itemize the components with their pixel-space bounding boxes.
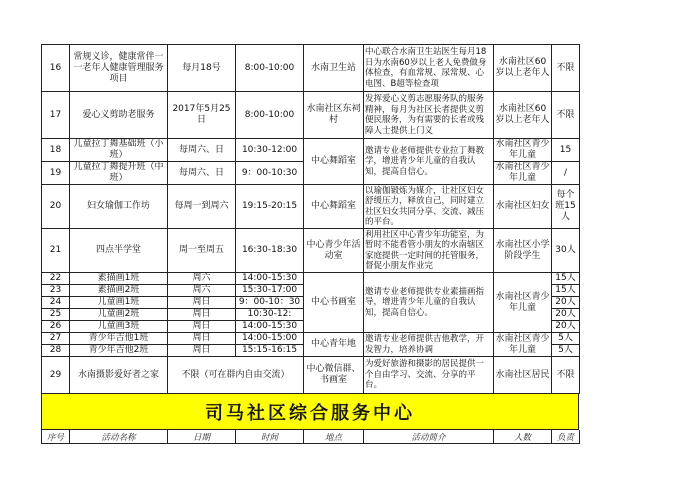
cell-target: 水南社区居民 (494, 357, 552, 394)
cell-name: 儿童拉丁舞提升班（中班） (70, 162, 168, 185)
cell-no: 24 (42, 297, 70, 309)
cell-desc: 为爱好旅游和摄影的居民提供一个自由学习、交流、分享的平台。 (364, 357, 494, 394)
cell-no: 27 (42, 333, 70, 345)
cell-desc: 邀请专业老师提供专业拉丁舞教学，增进青少年儿童的自我认知，提高自信心。 (364, 139, 494, 185)
cell-place: 水南社区东祠村 (304, 92, 364, 139)
cell-time: 15:15-16:15 (236, 345, 304, 357)
cell-name: 儿童拉丁舞基础班（小班） (70, 139, 168, 162)
cell-date: 周日 (168, 345, 236, 357)
cell-time: 14:00-15:30 (236, 321, 304, 333)
cell-desc: 利用社区中心青少年功能室，为暂时不能看管小朋友的水南辖区家庭提供一定时间的托管服务，督促小朋友作业完 (364, 229, 494, 273)
cell-date: 周日 (168, 321, 236, 333)
cell-name: 四点半学堂 (70, 229, 168, 273)
cell-time: 10:30-12: (236, 309, 304, 321)
spreadsheet (41, 44, 580, 444)
cell-place: 中心微信群、书画室 (304, 357, 364, 394)
cell-place: 中心青年地 (304, 333, 364, 357)
cell-place: 中心舞蹈室 (304, 185, 364, 229)
cell-date: 每周六、日 (168, 139, 236, 162)
cell-name: 儿童画3班 (70, 321, 168, 333)
header-desc: 活动简介 (364, 430, 494, 444)
cell-count: 5人 (552, 345, 580, 357)
cell-place: 中心青少年活动室 (304, 229, 364, 273)
table-row (42, 45, 580, 92)
table-row (42, 273, 580, 285)
cell-name: 爱心义剪助老服务 (70, 92, 168, 139)
cell-time: 9：00-10：30 (236, 297, 304, 309)
cell-desc: 邀请专业老师提供专业素描画指导，增进青少年儿童的自我认知，提高自信心。 (364, 273, 494, 333)
header-count: 人数 (494, 430, 552, 444)
cell-count: 15人 (552, 273, 580, 285)
cell-date: 周日 (168, 297, 236, 309)
cell-name: 水南摄影爱好者之家 (70, 357, 168, 394)
section-banner: 司马社区综合服务中心 (41, 394, 579, 430)
cell-count: 不限 (552, 357, 580, 394)
cell-date: 周六 (168, 273, 236, 285)
activity-table (41, 44, 580, 394)
cell-date: 周日 (168, 309, 236, 321)
table-row (42, 139, 580, 162)
cell-no: 25 (42, 309, 70, 321)
cell-count: 15 (552, 139, 580, 162)
cell-desc: 邀请专业老师提供吉他教学，开发智力，培养协调 (364, 333, 494, 357)
cell-time: 16:30-18:30 (236, 229, 304, 273)
cell-date: 周日 (168, 333, 236, 345)
cell-time: 19:15-20:15 (236, 185, 304, 229)
cell-no: 29 (42, 357, 70, 394)
cell-target: 水南社区青少年儿童 (495, 162, 550, 183)
cell-count: 不限 (552, 92, 580, 139)
cell-time: 14:00-15:30 (236, 273, 304, 285)
cell-time: 8:00-10:00 (236, 45, 304, 92)
cell-count: 30人 (552, 229, 580, 273)
table-row (42, 92, 580, 139)
cell-date: 每周六、日 (168, 162, 236, 185)
cell-name: 妇女瑜伽工作坊 (70, 185, 168, 229)
cell-date: 周一至周五 (168, 229, 236, 273)
cell-no: 17 (42, 92, 70, 139)
cell-target: 水南社区小学阶段学生 (494, 229, 552, 273)
cell-name: 儿童画2班 (70, 309, 168, 321)
cell-no: 26 (42, 321, 70, 333)
cell-name: 青少年吉他2班 (70, 345, 168, 357)
cell-place: 水南卫生站 (304, 45, 364, 92)
table-row (42, 333, 580, 345)
cell-time: 8:00-10:00 (236, 92, 304, 139)
header-time: 时间 (236, 430, 304, 444)
cell-target: 水南社区青少年儿童 (495, 139, 550, 160)
cell-name: 常规义诊，健康常伴一一老年人健康管理服务项目 (70, 45, 168, 92)
table-row (42, 185, 580, 229)
cell-no: 23 (42, 285, 70, 297)
header-row (41, 430, 580, 444)
cell-count: 每个班15人 (552, 185, 580, 229)
cell-date: 周六 (168, 285, 236, 297)
cell-target: 水南社区60岁以上老年人 (494, 92, 552, 139)
cell-date: 每周一到周六 (168, 185, 236, 229)
cell-date: 2017年5月25日 (168, 92, 236, 139)
cell-time: 10:30-12:00 (236, 139, 304, 162)
cell-count: 不限 (552, 45, 580, 92)
cell-target: 水南社区青少年儿童 (494, 273, 552, 333)
cell-no: 28 (42, 345, 70, 357)
cell-desc: 以瑜伽锻炼为媒介，让社区妇女舒缓压力，释放自己，同时建立社区妇女共同分享、交流、减压的平台。 (364, 185, 494, 229)
cell-count: 5人 (552, 333, 580, 345)
cell-target: 水南社区60岁以上老年人 (494, 45, 552, 92)
cell-time: 9：00-10:30 (236, 162, 304, 185)
header-place: 地点 (304, 430, 364, 444)
header-name: 活动名称 (70, 430, 168, 444)
cell-count: / (552, 162, 580, 185)
cell-place: 中心书画室 (304, 273, 364, 333)
cell-name: 素描画1班 (70, 273, 168, 285)
cell-place: 中心舞蹈室 (304, 139, 364, 185)
cell-no: 22 (42, 273, 70, 285)
cell-name: 儿童画1班 (70, 297, 168, 309)
cell-count: 20人 (552, 309, 580, 321)
table-row (42, 357, 580, 394)
cell-date: 每月18号 (168, 45, 236, 92)
cell-no: 18 (42, 139, 70, 162)
header-date: 日期 (168, 430, 236, 444)
cell-desc: 中心联合水南卫生站医生每月18日为水南60岁以上老人免费做身体检查，有血常规、尿常规、心电图、B超等检查项 (364, 45, 494, 92)
cell-desc: 发挥爱心义剪志愿服务队的服务精神，每月为社区长者提供义剪便民服务，为有需要的长者或残障人士提供上门义 (364, 92, 494, 139)
cell-no: 21 (42, 229, 70, 273)
header-no: 序号 (42, 430, 70, 444)
cell-date: 不限（可在群内自由交流） (168, 357, 304, 394)
cell-name: 青少年吉他1班 (70, 333, 168, 345)
cell-count: 20人 (552, 321, 580, 333)
header-owner: 负责 (552, 430, 580, 444)
cell-no: 19 (42, 162, 70, 185)
cell-target: 水南社区青少年儿童 (495, 333, 550, 355)
cell-time: 15:30-17:00 (236, 285, 304, 297)
table-row (42, 229, 580, 273)
cell-count: 15人 (552, 285, 580, 297)
cell-no: 20 (42, 185, 70, 229)
cell-count: 20人 (552, 297, 580, 309)
cell-target: 水南社区妇女 (494, 185, 552, 229)
cell-name: 素描画2班 (70, 285, 168, 297)
cell-no: 16 (42, 45, 70, 92)
cell-time: 14:00-15:00 (236, 333, 304, 345)
